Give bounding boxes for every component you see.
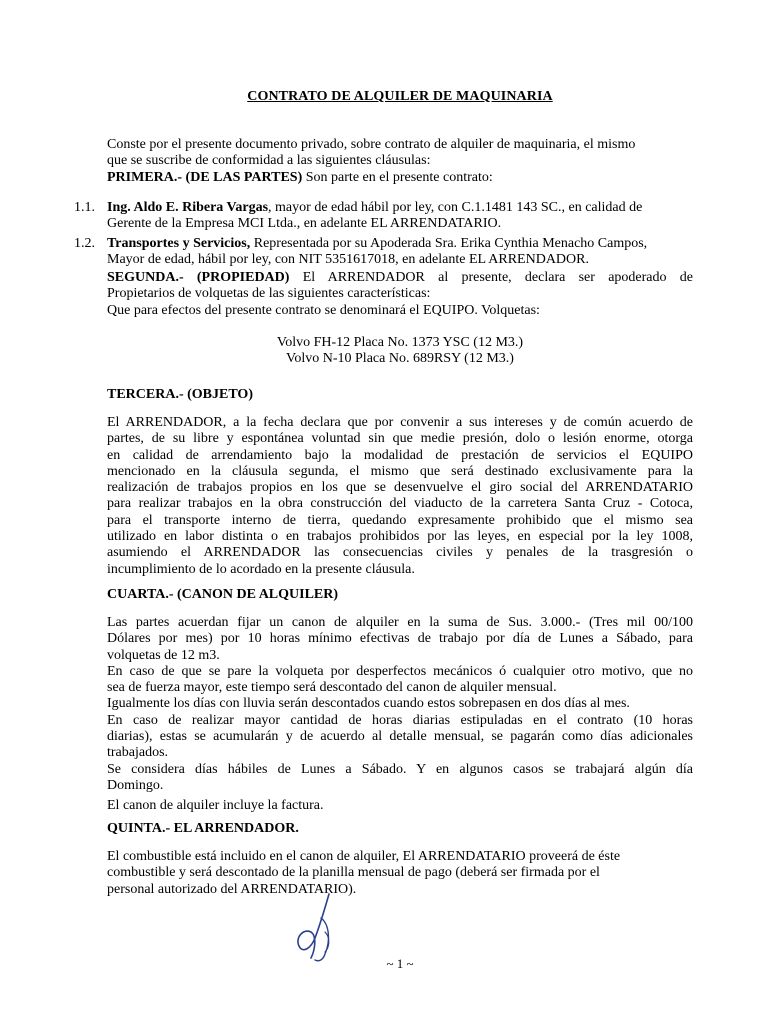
party-1-1-name: Ing. Aldo E. Ribera Vargas bbox=[107, 200, 269, 215]
intro-paragraph bbox=[107, 137, 693, 186]
party-1-1 bbox=[107, 200, 693, 233]
tercera-heading: TERCERA.- (OBJETO) bbox=[107, 387, 253, 402]
vehicle-item: Volvo FH-12 Placa No. 1373 YSC (12 M3.) bbox=[276, 335, 524, 350]
segunda-heading: SEGUNDA.- (PROPIEDAD) bbox=[107, 270, 290, 285]
party-1-2-text: Representada por su Apoderada Sra. Erika Cynthia Menacho Campos, bbox=[250, 236, 648, 251]
primera-heading: PRIMERA.- (DE LAS PARTES) bbox=[107, 169, 303, 185]
cuarta-body: Las partes acuerdan fijar un canon de alquiler en la suma de Sus. 3.000.- (Tres mil 00/100 Dólares por mes) por 10 horas mínimo efectivas de trabajo por día de Lunes a Sábado, para volquetas de 12 m3. En caso de que se pare la volqueta por desperfectos mecánicos ó cualquier otro motivo, que no sea de fuerza mayor, este tiempo será descontado del canon de alquiler mensual. Igualmente los días con lluvia serán descontados cuando estos sobrepasen en dos días al mes. En caso de realizar mayor cantidad de horas diarias estipuladas en el contrato (10 horas diarias), estas se acumularán y de acuerdo al detalle mensual, se pagarán como días adicionales trabajados. Se considera días hábiles de Lunes a Sábado. Y en algunos casos se trabajará algún día Domingo. El canon de alquiler incluye la factura. bbox=[107, 615, 693, 814]
primera-clause bbox=[107, 170, 693, 186]
item-number: 1.1. bbox=[74, 200, 95, 215]
page-number: ~ 1 ~ bbox=[386, 956, 414, 971]
primera-text: Son parte en el presente contrato: bbox=[302, 169, 493, 185]
intro-line: que se suscribe de conformidad a las siguientes cláusulas: bbox=[107, 153, 431, 169]
party-1-2 bbox=[107, 236, 693, 269]
tercera-body: El ARRENDADOR, a la fecha declara que por convenir a sus intereses y de común acuerdo de partes, de su libre y espontánea voluntad sin que medie presión, dolo o lesión enorme, otorga en calidad de arrendamiento bajo la modalidad de prestación de servicios el EQUIPO mencionado en la cláusula segunda, el mismo que será destinado exclusivamente para la realización de trabajos propios en los que se desenvuelve el giro social del ARRENDATARIO para realizar trabajos en la obra construcción del viaducto de la carretera Santa Cruz - Cotoca, para el transporte interno de tierra, quedando expresamente prohibido que el mismo sea utilizado en labor distinta o en trabajos prohibidos por las leyes, en especial por la ley 1008, asumiendo el ARRENDADOR las consecuencias civiles y penales de la trasgresión o incumplimiento de lo acordado en la presente cláusula. bbox=[107, 415, 693, 577]
vehicle-list bbox=[0, 335, 768, 368]
party-1-2-name: Transportes y Servicios, bbox=[107, 236, 251, 251]
document-title: CONTRATO DE ALQUILER DE MAQUINARIA bbox=[247, 89, 553, 104]
intro-line: Conste por el presente documento privado, sobre contrato de alquiler de maquinaria, el mismo bbox=[107, 137, 636, 152]
segunda-clause bbox=[107, 270, 693, 319]
item-number: 1.2. bbox=[74, 236, 95, 251]
cuarta-heading: CUARTA.- (CANON DE ALQUILER) bbox=[107, 587, 339, 602]
party-1-2-line2: Mayor de edad, hábil por ley, con NIT 5351617018, en adelante EL ARRENDADOR. bbox=[107, 252, 589, 268]
party-1-1-text: , mayor de edad hábil por ley, con C.1.1481 143 SC., en calidad de bbox=[268, 200, 643, 215]
segunda-line3: Que para efectos del presente contrato se denominará el EQUIPO. Volquetas: bbox=[107, 302, 540, 318]
quinta-heading: QUINTA.- EL ARRENDADOR. bbox=[107, 821, 299, 836]
segunda-line2: Propietarios de volquetas de las siguientes características: bbox=[107, 286, 431, 302]
vehicle-item: Volvo N-10 Placa No. 689RSY (12 M3.) bbox=[286, 351, 514, 367]
segunda-text: El ARRENDADOR al presente, declara ser apoderado de bbox=[289, 270, 693, 285]
party-1-1-line2: Gerente de la Empresa MCI Ltda., en adelante EL ARRENDATARIO. bbox=[107, 216, 502, 232]
quinta-body: El combustible está incluido en el canon de alquiler, El ARRENDATARIO proveerá de éste combustible y será descontado de la planilla mensual de pago (deberá ser firmada por el personal autorizado del ARRENDATARIO). bbox=[107, 849, 621, 897]
